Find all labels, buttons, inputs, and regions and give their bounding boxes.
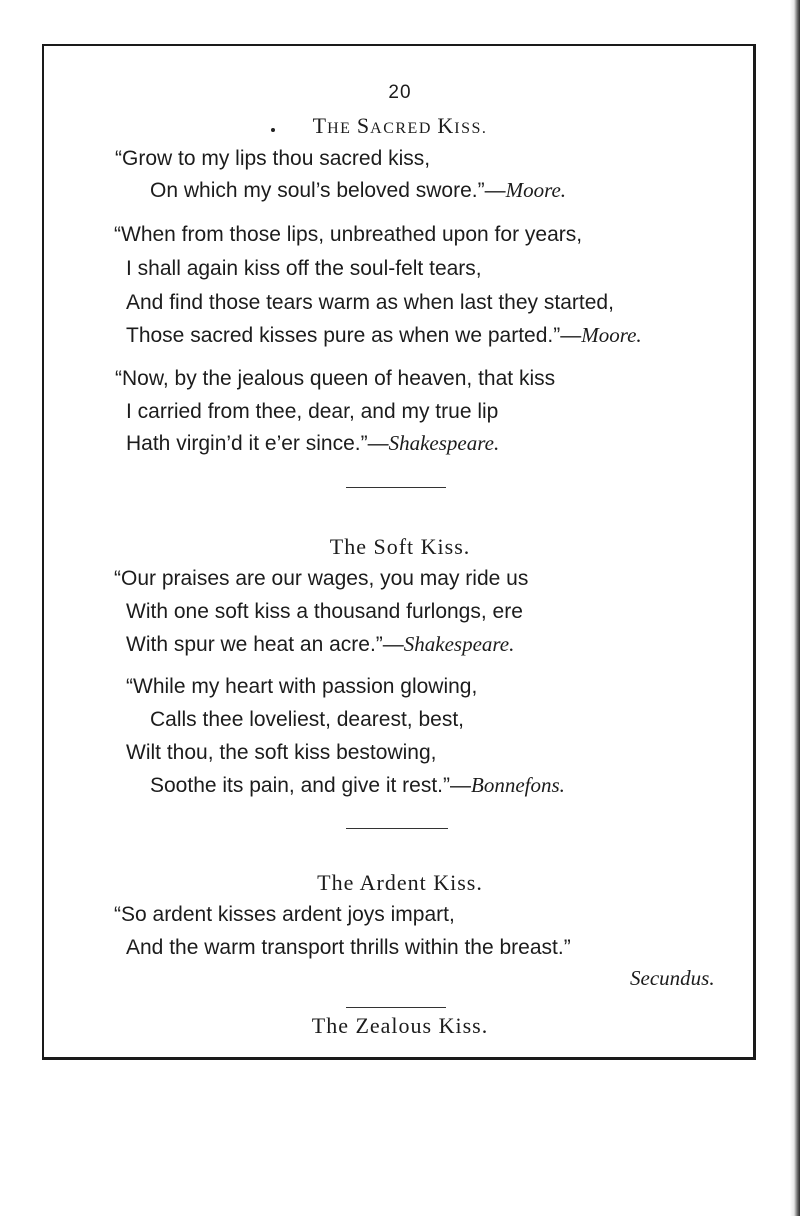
section-title-soft-kiss: The Soft Kiss.: [329, 534, 471, 559]
verse-line: And the warm transport thrills within the breast.”: [126, 936, 571, 959]
author-attribution: Moore.: [505, 178, 567, 202]
verse-line: With spur we heat an acre.”—Shakespeare.: [126, 632, 515, 656]
verse-line: Soothe its pain, and give it rest.”—Bonnefons.: [150, 773, 565, 797]
verse-line: “While my heart with passion glowing,: [126, 675, 478, 698]
verse-line: “Grow to my lips thou sacred kiss,: [115, 147, 431, 170]
verse-line: “Our praises are our wages, you may ride us: [114, 567, 529, 590]
verse-line: And find those tears warm as when last they started,: [126, 291, 614, 314]
page-number: 20: [388, 82, 412, 103]
section-divider: [346, 1007, 446, 1008]
section-title-sacred-kiss: THE SACRED KISS.: [312, 113, 488, 138]
section-title-zealous-kiss: The Zealous Kiss.: [311, 1013, 489, 1038]
verse-line: “When from those lips, unbreathed upon for years,: [114, 223, 583, 246]
verse-line: I shall again kiss off the soul-felt tears,: [126, 257, 482, 280]
verse-line: Calls thee loveliest, dearest, best,: [150, 708, 464, 731]
section-divider: [346, 828, 448, 829]
verse-line: Those sacred kisses pure as when we parted.”—Moore.: [126, 323, 642, 347]
author-attribution: Shakespeare.: [403, 632, 515, 656]
verse-line: I carried from thee, dear, and my true lip: [126, 400, 499, 423]
author-attribution: Bonnefons.: [471, 773, 565, 797]
verse-line: “Now, by the jealous queen of heaven, that kiss: [115, 367, 556, 390]
section-divider: [346, 487, 446, 488]
verse-line: Hath virgin’d it e’er since.”—Shakespeare.: [126, 431, 500, 455]
author-attribution: Moore.: [581, 323, 642, 347]
section-title-ardent-kiss: The Ardent Kiss.: [317, 870, 483, 895]
verse-line: Wilt thou, the soft kiss bestowing,: [126, 741, 437, 764]
author-attribution: Secundus.: [630, 966, 715, 990]
author-attribution: Shakespeare.: [388, 431, 500, 455]
verse-line: On which my soul’s beloved swore.”—Moore.: [150, 178, 567, 202]
verse-line: “So ardent kisses ardent joys impart,: [114, 903, 455, 926]
verse-line: With one soft kiss a thousand furlongs, ere: [126, 600, 523, 623]
